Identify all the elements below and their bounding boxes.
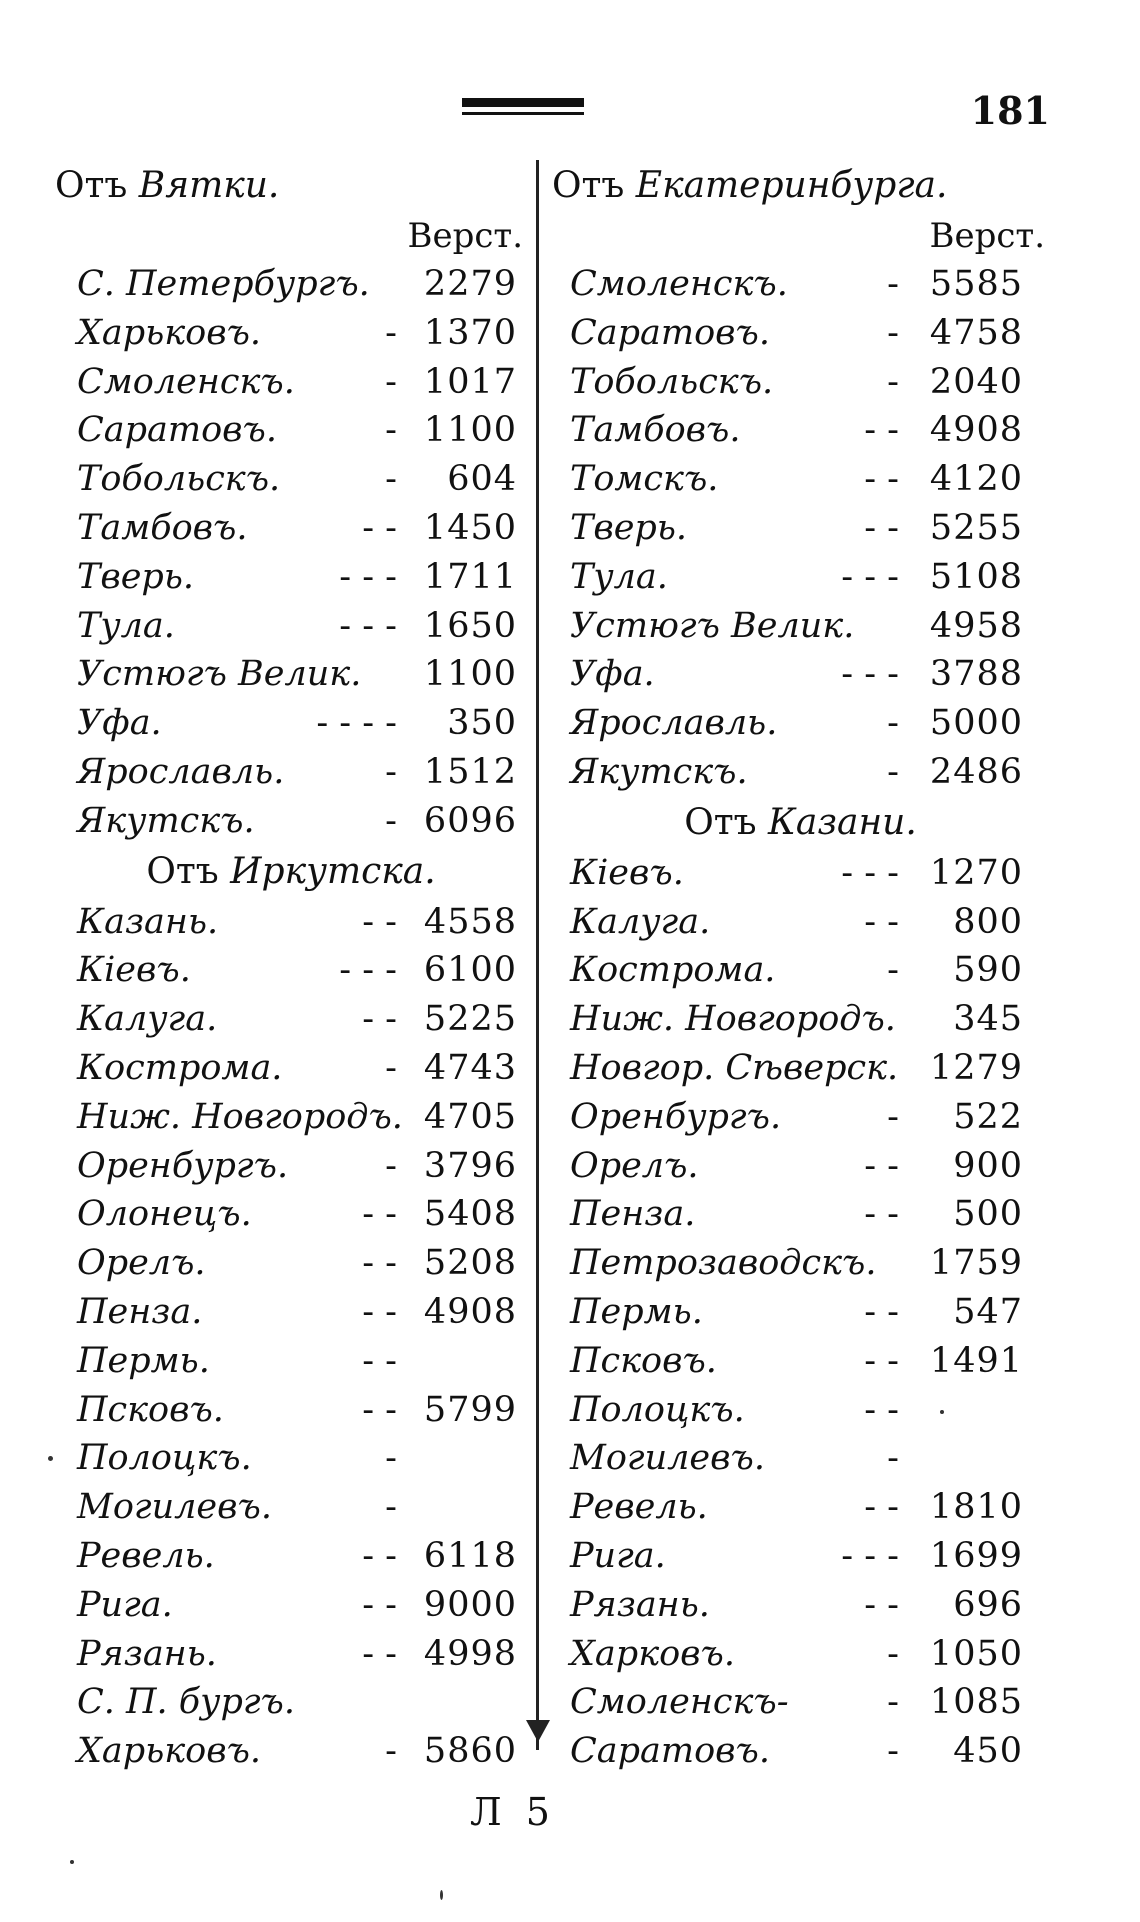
distance-row [552, 1288, 1049, 1337]
distance-versts: 900 [953, 1145, 1023, 1186]
distance-versts: 5408 [423, 1194, 517, 1235]
distance-versts: 4758 [929, 312, 1023, 353]
section-heading-vyatka [55, 160, 527, 212]
distance-row [552, 358, 1049, 407]
distance-versts: 1810 [929, 1487, 1023, 1528]
leader-dashes: - - [864, 901, 899, 942]
distance-versts: 1085 [929, 1682, 1023, 1723]
unit-label: Верст. [407, 216, 523, 256]
leader-dashes: - [887, 1731, 899, 1772]
leader-dashes: - [385, 312, 397, 353]
distance-row [55, 1288, 527, 1337]
distance-versts: 604 [447, 459, 517, 500]
distance-versts: 5585 [929, 264, 1023, 304]
distance-versts: 2486 [929, 751, 1023, 792]
leader-dashes: - - [864, 1487, 899, 1528]
distance-versts: 1270 [929, 852, 1023, 893]
distance-row [55, 699, 527, 748]
city-name: Уфа. [570, 654, 655, 695]
distance-list-vyatka [55, 260, 527, 846]
city-name: Харковъ. [570, 1633, 735, 1674]
distance-versts: 1370 [423, 312, 517, 353]
distance-versts: 1100 [423, 654, 517, 695]
city-name: Оренбургъ. [570, 1096, 782, 1137]
city-name: Тобольскъ. [77, 459, 281, 500]
city-name: Ниж. Новгородъ. [77, 1096, 403, 1137]
leader-dashes: - [385, 459, 397, 500]
distance-row [552, 553, 1049, 602]
distance-versts: 4908 [423, 1291, 517, 1332]
distance-row [55, 1483, 527, 1532]
distance-list-ekaterinburg [552, 260, 1049, 797]
distance-row [552, 1093, 1049, 1142]
distance-row [55, 650, 527, 699]
leader-dashes: - [385, 1047, 397, 1088]
distance-versts: 1759 [929, 1243, 1023, 1284]
leader-dashes: - - - [841, 654, 899, 695]
leader-dashes: - - [362, 1535, 397, 1576]
leader-dashes: - - [864, 1145, 899, 1186]
city-name: Ревель. [77, 1535, 215, 1576]
leader-dashes: - [385, 1438, 397, 1479]
distance-versts: 1100 [423, 410, 517, 451]
city-name: Устюгъ Велик. [77, 654, 362, 695]
distance-row [55, 553, 527, 602]
leader-dashes: - - [362, 507, 397, 548]
distance-row [55, 797, 527, 846]
distance-row [55, 898, 527, 947]
leader-dashes: - - - [841, 556, 899, 597]
city-name: Тамбовъ. [570, 410, 741, 451]
distance-row [552, 699, 1049, 748]
leader-dashes: - - - [841, 1535, 899, 1576]
heading-prefix: Отъ [684, 801, 757, 843]
unit-label: Верст. [929, 216, 1045, 256]
city-name: Могилевъ. [77, 1487, 272, 1528]
city-name: Якутскъ. [77, 800, 255, 841]
leader-dashes: - - [362, 901, 397, 942]
leader-dashes: - - [864, 1389, 899, 1430]
distance-versts: 1650 [423, 605, 517, 646]
distance-versts: 4705 [423, 1096, 517, 1137]
page-number: 181 [970, 88, 1050, 133]
distance-versts: 1699 [929, 1535, 1023, 1576]
city-name: Смоленскъ. [570, 264, 788, 304]
leader-dashes: - [887, 264, 899, 304]
city-name: Тула. [570, 556, 668, 597]
city-name: Саратовъ. [77, 410, 278, 451]
heading-city: Вятки. [138, 165, 280, 206]
leader-dashes: - [385, 1487, 397, 1528]
distance-versts: 800 [953, 901, 1023, 942]
distance-row [55, 1630, 527, 1679]
distance-row [55, 309, 527, 358]
city-name: Уфа. [77, 703, 162, 744]
distance-versts: 3796 [423, 1145, 517, 1186]
distance-versts: 547 [953, 1291, 1023, 1332]
distance-versts: 1050 [929, 1633, 1023, 1674]
distance-versts: 6100 [423, 950, 517, 991]
city-name: Рига. [77, 1584, 173, 1625]
leader-dashes: - - [362, 1340, 397, 1381]
leader-dashes: - - [864, 459, 899, 500]
distance-versts: 6096 [423, 800, 517, 841]
leader-dashes: - [887, 312, 899, 353]
city-name: С. Петербургъ. [77, 264, 370, 304]
distance-row [552, 849, 1049, 898]
city-name: Ревель. [570, 1487, 708, 1528]
leader-dashes: - - [864, 410, 899, 451]
distance-row [55, 748, 527, 797]
leader-dashes: - - - [841, 852, 899, 893]
city-name: Новгор. Сѣверск. [570, 1047, 899, 1088]
distance-versts: 1711 [423, 556, 517, 597]
city-name: Рязань. [570, 1584, 710, 1625]
distance-row [552, 1190, 1049, 1239]
leader-dashes: - [887, 950, 899, 991]
distance-row [55, 946, 527, 995]
distance-versts: 3788 [929, 654, 1023, 695]
header-ornament [462, 98, 584, 120]
distance-row [55, 1239, 527, 1288]
section-heading-irkutsk [55, 846, 527, 898]
leader-dashes: - [887, 1682, 899, 1723]
city-name: Якутскъ. [570, 751, 748, 792]
heading-prefix: Отъ [55, 165, 128, 206]
section-heading-ekaterinburg [552, 160, 1049, 212]
city-name: Томскъ. [570, 459, 719, 500]
city-name: Пермь. [570, 1291, 703, 1332]
leader-dashes: - [385, 410, 397, 451]
heading-prefix: Отъ [146, 850, 219, 892]
leader-dashes: - - [362, 1584, 397, 1625]
heading-prefix: Отъ [552, 165, 625, 206]
city-name: Пенза. [570, 1194, 696, 1235]
ink-speck [940, 1410, 944, 1414]
city-name: Оренбургъ. [77, 1145, 289, 1186]
distance-row [552, 260, 1049, 309]
distance-list-kazan [552, 849, 1049, 1776]
leader-dashes: - - [362, 999, 397, 1040]
distance-row [552, 1678, 1049, 1727]
leader-dashes: - [887, 703, 899, 744]
distance-versts: 5225 [423, 999, 517, 1040]
distance-row [55, 1532, 527, 1581]
distance-row [552, 1581, 1049, 1630]
distance-row [552, 1483, 1049, 1532]
distance-row [552, 1727, 1049, 1776]
city-name: С. П. бургъ. [77, 1682, 296, 1723]
left-column [55, 160, 527, 1776]
distance-versts: 696 [953, 1584, 1023, 1625]
city-name: Саратовъ. [570, 312, 771, 353]
distance-versts: 1512 [423, 751, 517, 792]
distance-versts: 1017 [423, 361, 517, 402]
distance-versts: 590 [953, 950, 1023, 991]
distance-versts: 5000 [929, 703, 1023, 744]
distance-versts: 4998 [423, 1633, 517, 1674]
distance-row [55, 406, 527, 455]
distance-row [55, 1142, 527, 1191]
leader-dashes: - [887, 1633, 899, 1674]
city-name: Тверь. [77, 556, 195, 597]
city-name: Орелъ. [570, 1145, 699, 1186]
distance-row [55, 1678, 527, 1727]
distance-versts: 2279 [423, 264, 517, 304]
city-name: Харьковъ. [77, 312, 262, 353]
leader-dashes: - [887, 1096, 899, 1137]
city-name: Пермь. [77, 1340, 210, 1381]
distance-versts: 4120 [929, 459, 1023, 500]
leader-dashes: - - - - [316, 703, 397, 744]
distance-row [552, 995, 1049, 1044]
ink-speck [70, 1860, 74, 1864]
distance-row [55, 358, 527, 407]
city-name: Харьковъ. [77, 1731, 262, 1772]
distance-versts: 5108 [929, 556, 1023, 597]
city-name: Кіевъ. [570, 852, 684, 893]
city-name: Рязань. [77, 1633, 217, 1674]
city-name: Петрозаводскъ. [570, 1243, 877, 1284]
distance-versts: 4558 [423, 901, 517, 942]
leader-dashes: - [385, 1731, 397, 1772]
leader-dashes: - - [864, 1194, 899, 1235]
city-name: Рига. [570, 1535, 666, 1576]
distance-versts: 4908 [929, 410, 1023, 451]
leader-dashes: - - - [339, 605, 397, 646]
distance-versts: 350 [447, 703, 517, 744]
distance-row [552, 504, 1049, 553]
distance-row [552, 1386, 1049, 1435]
distance-row [55, 1093, 527, 1142]
distance-row [552, 1239, 1049, 1288]
leader-dashes: - [887, 751, 899, 792]
leader-dashes: - [385, 1145, 397, 1186]
city-name: Тула. [77, 605, 175, 646]
leader-dashes: - - [864, 507, 899, 548]
city-name: Ниж. Новгородъ. [570, 999, 896, 1040]
right-column [552, 160, 1049, 1776]
distance-row [552, 406, 1049, 455]
distance-versts: 5860 [423, 1731, 517, 1772]
ink-speck [48, 1456, 53, 1461]
distance-versts: 345 [953, 999, 1023, 1040]
leader-dashes: - - [362, 1194, 397, 1235]
leader-dashes: - - [362, 1291, 397, 1332]
city-name: Ярославль. [77, 751, 285, 792]
divider-arrow [526, 1720, 550, 1742]
city-name: Смоленскъ. [77, 361, 295, 402]
leader-dashes: - - [362, 1243, 397, 1284]
city-name: Кіевъ. [77, 950, 191, 991]
distance-versts: 500 [953, 1194, 1023, 1235]
city-name: Могилевъ. [570, 1438, 765, 1479]
leader-dashes: - - - [339, 950, 397, 991]
ink-speck [440, 1890, 443, 1900]
distance-versts: 5799 [423, 1389, 517, 1430]
distance-row [552, 946, 1049, 995]
distance-versts: 6118 [423, 1535, 517, 1576]
distance-row [55, 1044, 527, 1093]
distance-row [552, 1532, 1049, 1581]
distance-row [552, 1142, 1049, 1191]
distance-row [552, 602, 1049, 651]
distance-versts: 522 [953, 1096, 1023, 1137]
city-name: Устюгъ Велик. [570, 605, 855, 646]
city-name: Псковъ. [570, 1340, 717, 1381]
distance-versts: 5208 [423, 1243, 517, 1284]
distance-row [55, 1727, 527, 1776]
distance-row [55, 1581, 527, 1630]
distance-row [552, 898, 1049, 947]
city-name: Полоцкъ. [77, 1438, 252, 1479]
city-name: Казань. [77, 901, 219, 942]
leader-dashes: - [385, 361, 397, 402]
distance-row [55, 455, 527, 504]
distance-versts: 450 [953, 1731, 1023, 1772]
distance-row [55, 504, 527, 553]
city-name: Саратовъ. [570, 1731, 771, 1772]
city-name: Тамбовъ. [77, 507, 248, 548]
leader-dashes: - - [864, 1340, 899, 1381]
leader-dashes: - - [864, 1291, 899, 1332]
distance-versts: 2040 [929, 361, 1023, 402]
distance-row [552, 1044, 1049, 1093]
distance-list-irkutsk [55, 898, 527, 1776]
city-name: Ярославль. [570, 703, 778, 744]
distance-row [552, 455, 1049, 504]
city-name: Тобольскъ. [570, 361, 774, 402]
leader-dashes: - - [864, 1584, 899, 1625]
distance-versts: 5255 [929, 507, 1023, 548]
distance-row [552, 1630, 1049, 1679]
distance-row [552, 1337, 1049, 1386]
distance-row [55, 1434, 527, 1483]
distance-row [552, 1434, 1049, 1483]
city-name: Псковъ. [77, 1389, 224, 1430]
distance-row [55, 602, 527, 651]
distance-versts: 4743 [423, 1047, 517, 1088]
distance-versts: 1491 [929, 1340, 1023, 1381]
distance-versts: 1279 [929, 1047, 1023, 1088]
city-name: Кострома. [77, 1047, 283, 1088]
leader-dashes: - - - [339, 556, 397, 597]
section-heading-kazan [552, 797, 1049, 849]
leader-dashes: - [887, 361, 899, 402]
city-name: Кострома. [570, 950, 776, 991]
distance-row [552, 650, 1049, 699]
printer-signature: Л 5 [470, 1790, 556, 1834]
leader-dashes: - [887, 1438, 899, 1479]
distance-versts: 1450 [423, 507, 517, 548]
distance-row [552, 309, 1049, 358]
heading-city: Казани. [768, 801, 917, 843]
heading-city: Екатеринбурга. [635, 165, 948, 206]
distance-row [55, 1337, 527, 1386]
city-name: Пенза. [77, 1291, 203, 1332]
leader-dashes: - - [362, 1389, 397, 1430]
city-name: Калуга. [570, 901, 711, 942]
city-name: Орелъ. [77, 1243, 206, 1284]
heading-city: Иркутска. [230, 850, 436, 892]
distance-row [55, 1386, 527, 1435]
city-name: Олонецъ. [77, 1194, 252, 1235]
city-name: Тверь. [570, 507, 688, 548]
distance-row [55, 1190, 527, 1239]
distance-versts: 9000 [423, 1584, 517, 1625]
city-name: Полоцкъ. [570, 1389, 745, 1430]
column-divider [536, 160, 539, 1750]
leader-dashes: - [385, 751, 397, 792]
distance-row [552, 748, 1049, 797]
distance-row [55, 260, 527, 309]
leader-dashes: - - [362, 1633, 397, 1674]
distance-versts: 4958 [929, 605, 1023, 646]
city-name: Смоленскъ- [570, 1682, 789, 1723]
city-name: Калуга. [77, 999, 218, 1040]
distance-row [55, 995, 527, 1044]
leader-dashes: - [385, 800, 397, 841]
